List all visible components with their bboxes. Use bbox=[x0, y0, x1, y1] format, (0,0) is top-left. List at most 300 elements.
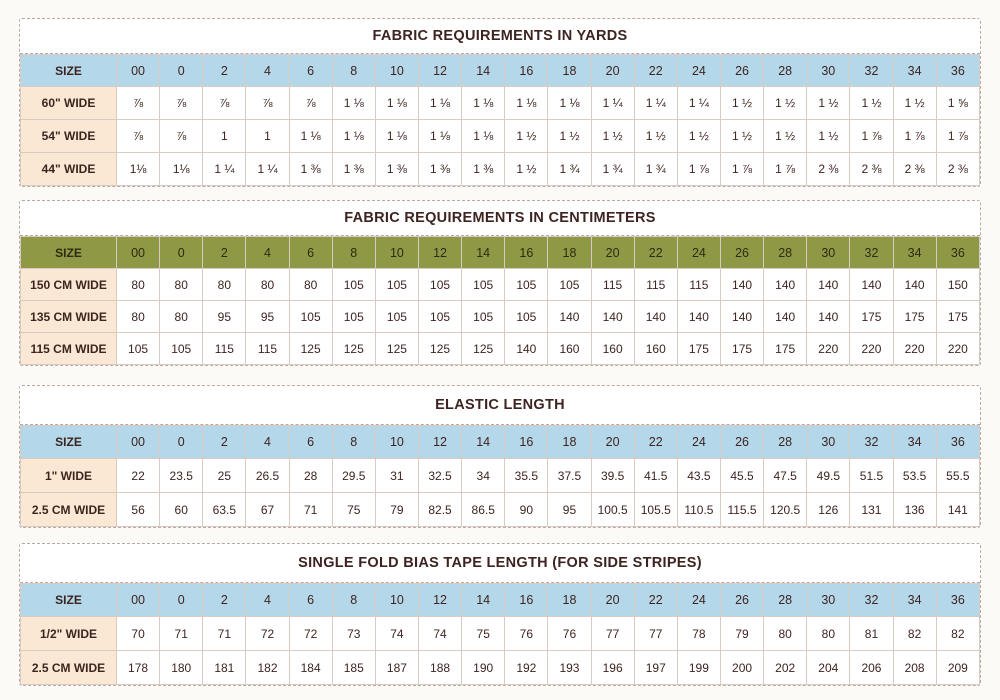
table-cell: 63.5 bbox=[203, 493, 246, 527]
table-cell: 1 ⅞ bbox=[893, 120, 936, 153]
table-cell: 115 bbox=[203, 333, 246, 365]
table-cell: 105 bbox=[548, 269, 591, 301]
size-label: SIZE bbox=[21, 237, 117, 269]
table-cell: 220 bbox=[893, 333, 936, 365]
size-header-cell: 8 bbox=[332, 237, 375, 269]
table-cell: 185 bbox=[332, 651, 375, 685]
table-cell: 70 bbox=[117, 617, 160, 651]
table-cell: 1 ⅛ bbox=[289, 120, 332, 153]
size-header-cell: 20 bbox=[591, 426, 634, 459]
table-cell: 80 bbox=[160, 269, 203, 301]
table-cell: 1 ½ bbox=[677, 120, 720, 153]
table-cell: 105 bbox=[332, 301, 375, 333]
table-cell: 1 ⅞ bbox=[677, 153, 720, 186]
size-header-cell: 24 bbox=[677, 55, 720, 87]
table-cell: 175 bbox=[677, 333, 720, 365]
size-header-row bbox=[21, 237, 980, 269]
size-header-cell: 0 bbox=[160, 426, 203, 459]
table-cell: 178 bbox=[117, 651, 160, 685]
size-header-cell: 4 bbox=[246, 55, 289, 87]
table-cell: 208 bbox=[893, 651, 936, 685]
table-cell: 47.5 bbox=[764, 459, 807, 493]
table-cell: 60 bbox=[160, 493, 203, 527]
table-row bbox=[21, 651, 980, 685]
size-header-cell: 14 bbox=[462, 584, 505, 617]
size-header-cell: 18 bbox=[548, 55, 591, 87]
table-cell: 80 bbox=[117, 301, 160, 333]
table-cell: 125 bbox=[462, 333, 505, 365]
table-cell: 182 bbox=[246, 651, 289, 685]
size-header-cell: 8 bbox=[332, 55, 375, 87]
table-cell: 1 bbox=[246, 120, 289, 153]
table-cell: 77 bbox=[591, 617, 634, 651]
table-cell: 1 ⅛ bbox=[418, 120, 461, 153]
table-cell: 125 bbox=[289, 333, 332, 365]
table-cell: 1 ⅛ bbox=[548, 87, 591, 120]
table-cell: 136 bbox=[893, 493, 936, 527]
table-cell: 105.5 bbox=[634, 493, 677, 527]
table-cell: 193 bbox=[548, 651, 591, 685]
table-cell: 35.5 bbox=[505, 459, 548, 493]
size-label: SIZE bbox=[21, 426, 117, 459]
table-cell: 71 bbox=[203, 617, 246, 651]
size-header-cell: 26 bbox=[720, 426, 763, 459]
table-cell: ⅞ bbox=[203, 87, 246, 120]
size-header-cell: 6 bbox=[289, 426, 332, 459]
centimeters-title: FABRIC REQUIREMENTS IN CENTIMETERS bbox=[20, 201, 980, 236]
table-row bbox=[21, 459, 980, 493]
row-label: 115 CM WIDE bbox=[21, 333, 117, 365]
table-cell: 1 ⅛ bbox=[375, 120, 418, 153]
table-cell: ⅞ bbox=[117, 120, 160, 153]
size-header-cell: 00 bbox=[117, 584, 160, 617]
table-cell: 81 bbox=[850, 617, 893, 651]
size-header-cell: 32 bbox=[850, 55, 893, 87]
size-header-cell: 30 bbox=[807, 584, 850, 617]
table-cell: 175 bbox=[720, 333, 763, 365]
table-cell: 175 bbox=[893, 301, 936, 333]
table-cell: 1 ½ bbox=[807, 120, 850, 153]
table-cell: 187 bbox=[375, 651, 418, 685]
table-cell: 55.5 bbox=[936, 459, 979, 493]
table-cell: 1 ½ bbox=[591, 120, 634, 153]
size-header-cell: 36 bbox=[936, 426, 979, 459]
table-cell: 1 ¼ bbox=[677, 87, 720, 120]
table-cell: 80 bbox=[203, 269, 246, 301]
table-cell: 2 ⅜ bbox=[936, 153, 979, 186]
table-cell: 105 bbox=[505, 269, 548, 301]
table-cell: 39.5 bbox=[591, 459, 634, 493]
table-cell: 105 bbox=[418, 301, 461, 333]
table-cell: 105 bbox=[332, 269, 375, 301]
table-cell: 105 bbox=[505, 301, 548, 333]
table-cell: 1 ½ bbox=[634, 120, 677, 153]
table-cell: 77 bbox=[634, 617, 677, 651]
table-cell: 1 ½ bbox=[893, 87, 936, 120]
table-cell: 75 bbox=[332, 493, 375, 527]
table-cell: 2 ⅜ bbox=[807, 153, 850, 186]
table-cell: 115 bbox=[246, 333, 289, 365]
table-cell: 1 ⅛ bbox=[332, 87, 375, 120]
size-header-cell: 36 bbox=[936, 55, 979, 87]
size-header-row bbox=[21, 584, 980, 617]
table-row bbox=[21, 617, 980, 651]
size-header-cell: 30 bbox=[807, 426, 850, 459]
size-header-cell: 4 bbox=[246, 584, 289, 617]
size-header-cell: 22 bbox=[634, 584, 677, 617]
table-row bbox=[21, 301, 980, 333]
table-cell: 26.5 bbox=[246, 459, 289, 493]
size-header-cell: 18 bbox=[548, 237, 591, 269]
table-cell: 175 bbox=[764, 333, 807, 365]
table-cell: 79 bbox=[720, 617, 763, 651]
table-cell: ⅞ bbox=[117, 87, 160, 120]
yards-table bbox=[20, 54, 980, 186]
table-cell: 140 bbox=[720, 301, 763, 333]
table-cell: 32.5 bbox=[418, 459, 461, 493]
table-cell: 125 bbox=[375, 333, 418, 365]
table-cell: 29.5 bbox=[332, 459, 375, 493]
table-cell: 95 bbox=[548, 493, 591, 527]
table-cell: 1 ⅛ bbox=[505, 87, 548, 120]
table-cell: 74 bbox=[375, 617, 418, 651]
table-cell: 71 bbox=[289, 493, 332, 527]
table-cell: 82 bbox=[936, 617, 979, 651]
row-label: 1" WIDE bbox=[21, 459, 117, 493]
size-header-cell: 26 bbox=[720, 55, 763, 87]
size-header-cell: 2 bbox=[203, 237, 246, 269]
size-header-cell: 34 bbox=[893, 584, 936, 617]
size-header-cell: 16 bbox=[505, 237, 548, 269]
size-header-row bbox=[21, 426, 980, 459]
size-header-cell: 00 bbox=[117, 55, 160, 87]
table-cell: 1 ⅜ bbox=[332, 153, 375, 186]
table-cell: 53.5 bbox=[893, 459, 936, 493]
size-header-cell: 6 bbox=[289, 237, 332, 269]
size-header-cell: 30 bbox=[807, 237, 850, 269]
table-cell: 220 bbox=[850, 333, 893, 365]
table-cell: 140 bbox=[893, 269, 936, 301]
table-cell: 1 ½ bbox=[505, 153, 548, 186]
size-header-cell: 28 bbox=[764, 426, 807, 459]
yards-title: FABRIC REQUIREMENTS IN YARDS bbox=[20, 19, 980, 54]
table-row bbox=[21, 87, 980, 120]
row-label: 60" WIDE bbox=[21, 87, 117, 120]
table-cell: 160 bbox=[634, 333, 677, 365]
table-cell: 56 bbox=[117, 493, 160, 527]
table-cell: 140 bbox=[720, 269, 763, 301]
table-cell: 80 bbox=[160, 301, 203, 333]
table-cell: 125 bbox=[332, 333, 375, 365]
size-header-cell: 28 bbox=[764, 584, 807, 617]
table-cell: 80 bbox=[807, 617, 850, 651]
table-cell: 1 ⅞ bbox=[850, 120, 893, 153]
table-cell: 175 bbox=[850, 301, 893, 333]
table-cell: 1 ½ bbox=[807, 87, 850, 120]
table-cell: 90 bbox=[505, 493, 548, 527]
table-cell: 49.5 bbox=[807, 459, 850, 493]
table-cell: 2 ⅜ bbox=[893, 153, 936, 186]
table-cell: 45.5 bbox=[720, 459, 763, 493]
size-header-cell: 20 bbox=[591, 584, 634, 617]
table-cell: 196 bbox=[591, 651, 634, 685]
table-cell: 110.5 bbox=[677, 493, 720, 527]
table-row bbox=[21, 120, 980, 153]
size-header-cell: 28 bbox=[764, 55, 807, 87]
size-header-cell: 2 bbox=[203, 584, 246, 617]
centimeters-table bbox=[20, 236, 980, 365]
table-cell: 115 bbox=[634, 269, 677, 301]
size-header-cell: 00 bbox=[117, 237, 160, 269]
table-cell: 181 bbox=[203, 651, 246, 685]
table-cell: 95 bbox=[246, 301, 289, 333]
size-header-cell: 32 bbox=[850, 237, 893, 269]
size-header-cell: 32 bbox=[850, 584, 893, 617]
elastic-section bbox=[19, 385, 981, 528]
table-cell: 202 bbox=[764, 651, 807, 685]
table-cell: 1 ¼ bbox=[634, 87, 677, 120]
table-cell: 1 ¼ bbox=[591, 87, 634, 120]
table-cell: 82 bbox=[893, 617, 936, 651]
table-cell: 78 bbox=[677, 617, 720, 651]
table-cell: 105 bbox=[375, 269, 418, 301]
table-cell: 1 ½ bbox=[764, 87, 807, 120]
size-header-cell: 36 bbox=[936, 584, 979, 617]
size-header-cell: 10 bbox=[375, 55, 418, 87]
table-cell: 71 bbox=[160, 617, 203, 651]
table-cell: 140 bbox=[505, 333, 548, 365]
table-cell: 115 bbox=[677, 269, 720, 301]
bias-tape-title: SINGLE FOLD BIAS TAPE LENGTH (FOR SIDE STRIPES) bbox=[20, 544, 980, 583]
size-header-cell: 0 bbox=[160, 237, 203, 269]
size-header-cell: 12 bbox=[418, 55, 461, 87]
centimeters-section bbox=[19, 200, 981, 366]
table-cell: 1 ⅞ bbox=[720, 153, 763, 186]
table-cell: 73 bbox=[332, 617, 375, 651]
table-cell: 1 ½ bbox=[720, 120, 763, 153]
table-cell: 28 bbox=[289, 459, 332, 493]
table-cell: 140 bbox=[591, 301, 634, 333]
table-cell: 204 bbox=[807, 651, 850, 685]
table-cell: ⅞ bbox=[160, 87, 203, 120]
size-header-cell: 34 bbox=[893, 55, 936, 87]
table-cell: 140 bbox=[807, 301, 850, 333]
size-header-cell: 00 bbox=[117, 426, 160, 459]
table-cell: 199 bbox=[677, 651, 720, 685]
table-cell: 43.5 bbox=[677, 459, 720, 493]
table-cell: 1 ⅝ bbox=[936, 87, 979, 120]
size-header-cell: 6 bbox=[289, 584, 332, 617]
table-cell: 95 bbox=[203, 301, 246, 333]
size-header-cell: 8 bbox=[332, 584, 375, 617]
size-header-cell: 12 bbox=[418, 584, 461, 617]
table-cell: 1 ⅜ bbox=[375, 153, 418, 186]
size-header-cell: 0 bbox=[160, 55, 203, 87]
table-cell: 150 bbox=[936, 269, 979, 301]
table-cell: 74 bbox=[418, 617, 461, 651]
table-cell: 79 bbox=[375, 493, 418, 527]
table-cell: 1⅛ bbox=[117, 153, 160, 186]
table-row bbox=[21, 153, 980, 186]
row-label: 54" WIDE bbox=[21, 120, 117, 153]
table-cell: 1 ¼ bbox=[203, 153, 246, 186]
table-cell: 140 bbox=[807, 269, 850, 301]
size-header-cell: 14 bbox=[462, 426, 505, 459]
table-cell: 1 ⅜ bbox=[462, 153, 505, 186]
table-cell: 220 bbox=[936, 333, 979, 365]
size-header-cell: 6 bbox=[289, 55, 332, 87]
size-header-cell: 2 bbox=[203, 55, 246, 87]
size-header-cell: 34 bbox=[893, 237, 936, 269]
table-cell: 160 bbox=[548, 333, 591, 365]
size-header-cell: 12 bbox=[418, 237, 461, 269]
table-cell: 37.5 bbox=[548, 459, 591, 493]
size-header-cell: 20 bbox=[591, 55, 634, 87]
table-cell: 175 bbox=[936, 301, 979, 333]
size-header-cell: 24 bbox=[677, 237, 720, 269]
row-label: 1/2" WIDE bbox=[21, 617, 117, 651]
table-cell: 1 ¾ bbox=[591, 153, 634, 186]
table-cell: 1 ⅛ bbox=[462, 120, 505, 153]
table-cell: 141 bbox=[936, 493, 979, 527]
table-cell: 1⅛ bbox=[160, 153, 203, 186]
table-cell: 140 bbox=[764, 269, 807, 301]
table-cell: 1 ⅜ bbox=[418, 153, 461, 186]
table-cell: 1 ⅞ bbox=[936, 120, 979, 153]
table-cell: 1 ¼ bbox=[246, 153, 289, 186]
size-header-cell: 30 bbox=[807, 55, 850, 87]
table-cell: 2 ⅜ bbox=[850, 153, 893, 186]
size-header-cell: 14 bbox=[462, 55, 505, 87]
table-cell: 180 bbox=[160, 651, 203, 685]
row-label: 2.5 CM WIDE bbox=[21, 493, 117, 527]
table-cell: 1 ⅞ bbox=[764, 153, 807, 186]
size-header-cell: 32 bbox=[850, 426, 893, 459]
table-cell: 115 bbox=[591, 269, 634, 301]
table-cell: 100.5 bbox=[591, 493, 634, 527]
size-header-cell: 10 bbox=[375, 584, 418, 617]
table-cell: 31 bbox=[375, 459, 418, 493]
table-cell: 82.5 bbox=[418, 493, 461, 527]
table-cell: 72 bbox=[289, 617, 332, 651]
table-cell: 1 ⅛ bbox=[332, 120, 375, 153]
size-header-row bbox=[21, 55, 980, 87]
table-cell: 23.5 bbox=[160, 459, 203, 493]
table-cell: 209 bbox=[936, 651, 979, 685]
table-cell: 80 bbox=[246, 269, 289, 301]
size-header-cell: 12 bbox=[418, 426, 461, 459]
table-row bbox=[21, 493, 980, 527]
bias-tape-table bbox=[20, 583, 980, 685]
table-cell: 1 ⅛ bbox=[462, 87, 505, 120]
table-cell: 80 bbox=[117, 269, 160, 301]
size-header-cell: 0 bbox=[160, 584, 203, 617]
table-cell: 80 bbox=[289, 269, 332, 301]
table-cell: 184 bbox=[289, 651, 332, 685]
size-header-cell: 16 bbox=[505, 584, 548, 617]
table-cell: ⅞ bbox=[246, 87, 289, 120]
table-cell: 1 ⅛ bbox=[418, 87, 461, 120]
table-cell: 140 bbox=[634, 301, 677, 333]
table-cell: 105 bbox=[375, 301, 418, 333]
table-cell: 1 ½ bbox=[764, 120, 807, 153]
table-cell: 1 ½ bbox=[850, 87, 893, 120]
table-cell: 76 bbox=[548, 617, 591, 651]
table-cell: 105 bbox=[117, 333, 160, 365]
size-header-cell: 24 bbox=[677, 584, 720, 617]
table-cell: ⅞ bbox=[289, 87, 332, 120]
table-cell: 140 bbox=[548, 301, 591, 333]
table-cell: 105 bbox=[289, 301, 332, 333]
size-header-cell: 18 bbox=[548, 426, 591, 459]
table-cell: 192 bbox=[505, 651, 548, 685]
table-cell: 80 bbox=[764, 617, 807, 651]
table-row bbox=[21, 269, 980, 301]
table-cell: 25 bbox=[203, 459, 246, 493]
size-header-cell: 20 bbox=[591, 237, 634, 269]
size-header-cell: 10 bbox=[375, 237, 418, 269]
table-cell: 34 bbox=[462, 459, 505, 493]
table-cell: 105 bbox=[462, 269, 505, 301]
table-cell: 115.5 bbox=[720, 493, 763, 527]
table-cell: 140 bbox=[677, 301, 720, 333]
table-cell: 1 ½ bbox=[505, 120, 548, 153]
row-label: 150 CM WIDE bbox=[21, 269, 117, 301]
size-header-cell: 14 bbox=[462, 237, 505, 269]
table-cell: 51.5 bbox=[850, 459, 893, 493]
size-label: SIZE bbox=[21, 55, 117, 87]
table-cell: 190 bbox=[462, 651, 505, 685]
size-label: SIZE bbox=[21, 584, 117, 617]
size-header-cell: 18 bbox=[548, 584, 591, 617]
size-header-cell: 4 bbox=[246, 237, 289, 269]
size-header-cell: 10 bbox=[375, 426, 418, 459]
size-header-cell: 2 bbox=[203, 426, 246, 459]
size-header-cell: 22 bbox=[634, 237, 677, 269]
yards-section bbox=[19, 18, 981, 187]
elastic-table bbox=[20, 425, 980, 527]
size-header-cell: 36 bbox=[936, 237, 979, 269]
size-header-cell: 4 bbox=[246, 426, 289, 459]
table-cell: 86.5 bbox=[462, 493, 505, 527]
row-label: 135 CM WIDE bbox=[21, 301, 117, 333]
row-label: 2.5 CM WIDE bbox=[21, 651, 117, 685]
table-cell: 1 ¾ bbox=[548, 153, 591, 186]
table-cell: 206 bbox=[850, 651, 893, 685]
table-cell: 1 ¾ bbox=[634, 153, 677, 186]
size-header-cell: 22 bbox=[634, 55, 677, 87]
table-cell: ⅞ bbox=[160, 120, 203, 153]
table-cell: 105 bbox=[160, 333, 203, 365]
table-cell: 22 bbox=[117, 459, 160, 493]
table-cell: 140 bbox=[764, 301, 807, 333]
size-header-cell: 26 bbox=[720, 237, 763, 269]
table-cell: 1 ½ bbox=[720, 87, 763, 120]
table-cell: 131 bbox=[850, 493, 893, 527]
table-cell: 200 bbox=[720, 651, 763, 685]
table-cell: 120.5 bbox=[764, 493, 807, 527]
bias-tape-section bbox=[19, 543, 981, 686]
table-cell: 1 bbox=[203, 120, 246, 153]
table-cell: 72 bbox=[246, 617, 289, 651]
table-cell: 1 ⅛ bbox=[375, 87, 418, 120]
table-row bbox=[21, 333, 980, 365]
size-header-cell: 16 bbox=[505, 55, 548, 87]
table-cell: 1 ⅜ bbox=[289, 153, 332, 186]
table-cell: 105 bbox=[462, 301, 505, 333]
size-header-cell: 16 bbox=[505, 426, 548, 459]
table-cell: 75 bbox=[462, 617, 505, 651]
